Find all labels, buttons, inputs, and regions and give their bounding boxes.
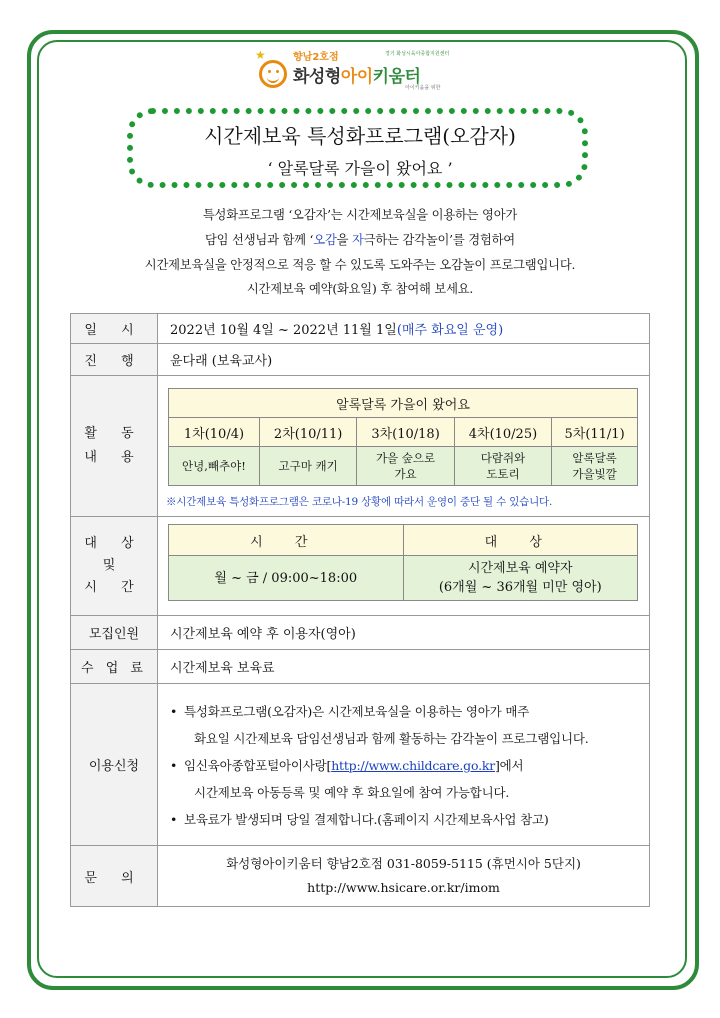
date-highlight: (매주 화요일 운영) [396, 323, 504, 338]
page-title: 시간제보육 특성화프로그램(오감자) [204, 124, 516, 148]
intro-text: 극하는 감각놀이’를 경험하여 [363, 233, 515, 247]
value-apply [158, 684, 650, 846]
page-subtitle: ‘ 알록달록 가을이 왔어요 ’ [267, 159, 453, 178]
label-target-2: 및 [102, 558, 126, 573]
session-title-line: 가을빛깔 [572, 467, 617, 481]
row-recruit [71, 616, 650, 650]
value-fee: 시간제보육 보육료 [158, 650, 650, 684]
childcare-link[interactable]: http://www.childcare.go.kr [331, 758, 495, 773]
smile-face-icon [259, 60, 287, 88]
logo-org: 경기 화성시육아종합지원센터 [385, 51, 450, 57]
row-apply [71, 684, 650, 846]
col-time-header: 시 간 [169, 525, 404, 556]
session-title: 고구마 캐기 [259, 447, 356, 486]
row-activity [71, 376, 650, 517]
label-recruit: 모집인원 [71, 616, 158, 650]
list-item [170, 810, 649, 829]
logo-name-b: 아이 [340, 67, 373, 87]
session-title-line: 가요 [394, 467, 417, 481]
value-contact [158, 846, 650, 907]
apply-item-1b: 화요일 시간제보육 담임선생님과 함께 활동하는 감각놀이 프로그램입니다. [194, 731, 589, 746]
label-target [71, 517, 158, 616]
intro-highlight-ja: 자 [352, 233, 364, 247]
target-wrap [158, 517, 649, 615]
label-activity [71, 376, 158, 517]
value-activity [158, 376, 650, 517]
label-activity-2: 내 용 [84, 450, 144, 465]
session-title-line: 가을 숲으로 [375, 451, 436, 465]
activity-header: 알록달록 가을이 왔어요 [169, 389, 638, 418]
label-apply: 이용신청 [71, 684, 158, 846]
intro-line-1: 특성화프로그램 ‘오감자’는 시간제보육실을 이용하는 영아가 [202, 208, 518, 222]
logo-name [293, 62, 420, 87]
session-title [357, 447, 454, 486]
session-title [454, 447, 551, 486]
session-date: 4차(10/25) [454, 418, 551, 447]
session-title-line: 도토리 [486, 467, 520, 481]
date-range: 2022년 10월 4일 ~ 2022년 11월 1일 [170, 323, 397, 338]
star-icon: ★ [255, 48, 266, 62]
session-date: 1차(10/4) [169, 418, 260, 447]
logo-tagline: 아이키움을 위한 [405, 85, 441, 91]
list-item [170, 702, 649, 748]
row-lead [71, 344, 650, 376]
target-table [168, 524, 638, 601]
intro-text: 담임 선생님과 함께 ‘ [204, 233, 314, 247]
row-contact [71, 846, 650, 907]
intro-highlight-o: 오 [313, 233, 325, 247]
value-target [158, 517, 650, 616]
target-value-line: 시간제보육 예약자 [467, 561, 573, 576]
value-lead: 윤다래 (보육교사) [158, 344, 650, 376]
intro-highlight-gam: 감 [324, 233, 337, 247]
logo-name-c: 키움터 [372, 67, 421, 87]
label-target-3: 시 간 [84, 580, 144, 595]
intro-line-2 [60, 230, 660, 248]
label-target-1: 대 상 [84, 536, 144, 551]
covid-notice: ※시간제보육 특성화프로그램은 코로나-19 상황에 따라서 운영이 중단 될 수 있습니다. [166, 496, 553, 508]
label-contact: 문 의 [71, 846, 158, 907]
row-target [71, 517, 650, 616]
apply-item-3: 보육료가 발생되며 당일 결제합니다.(홈페이지 시간제보육사업 참고) [184, 812, 549, 827]
col-target-header: 대 상 [403, 525, 638, 556]
session-title-line: 알록달록 [572, 451, 617, 465]
session-date: 5차(11/1) [552, 418, 638, 447]
list-item [170, 756, 649, 802]
apply-item-1a: 특성화프로그램(오감자)은 시간제보육실을 이용하는 영아가 매주 [184, 704, 530, 719]
session-date: 3차(10/18) [357, 418, 454, 447]
value-recruit: 시간제보육 예약 후 이용자(영아) [158, 616, 650, 650]
label-fee: 수 업 료 [71, 650, 158, 684]
contact-line-1: 화성형아이키움터 향남2호점 031-8059-5115 (휴먼시아 5단지) [226, 856, 581, 871]
label-lead: 진 행 [71, 344, 158, 376]
contact-url[interactable]: http://www.hsicare.or.kr/imom [307, 880, 500, 895]
target-value-line: (6개월 ~ 36개월 미만 영아) [438, 580, 602, 595]
logo [255, 48, 465, 94]
target-value [403, 556, 638, 601]
apply-list [158, 684, 649, 845]
session-date: 2차(10/11) [259, 418, 356, 447]
intro-line-4: 시간제보육 예약(화요일) 후 참여해 보세요. [246, 282, 474, 296]
label-date: 일 시 [71, 314, 158, 344]
program-info-table [70, 313, 650, 907]
activity-table [168, 388, 638, 486]
logo-branch: 향남2호점 [293, 52, 339, 63]
apply-item-2-pre: 임신육아종합포털아이사랑[ [184, 758, 332, 773]
session-title-line: 다람쥐와 [480, 451, 526, 465]
apply-item-2b: 시간제보육 아동등록 및 예약 후 화요일에 참여 가능합니다. [194, 785, 510, 800]
contact-info [158, 846, 649, 906]
label-activity-1: 활 동 [84, 426, 144, 441]
logo-name-a: 화성형 [293, 67, 341, 87]
value-date [158, 314, 650, 344]
apply-item-2-post: ]에서 [495, 758, 524, 773]
time-value: 월 ~ 금 / 09:00~18:00 [169, 556, 404, 601]
intro-text: 을 [336, 233, 353, 247]
session-title: 안녕,빼추야! [169, 447, 260, 486]
activity-wrap [158, 376, 649, 516]
intro-line-3: 시간제보육실을 안정적으로 적응 할 수 있도록 도와주는 오감놀이 프로그램입니다. [144, 258, 576, 272]
row-fee [71, 650, 650, 684]
session-title [552, 447, 638, 486]
row-date [71, 314, 650, 344]
